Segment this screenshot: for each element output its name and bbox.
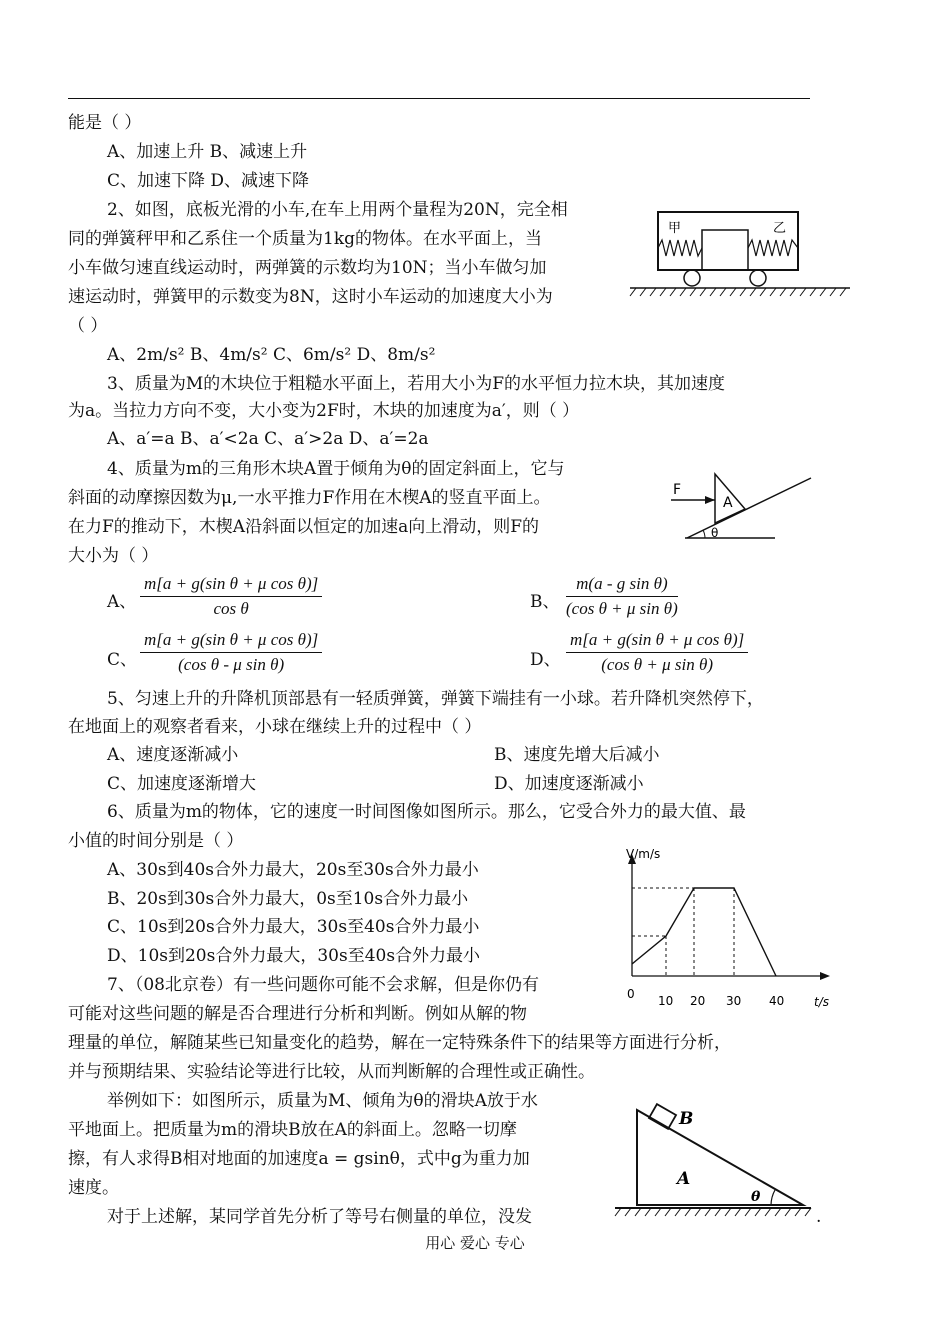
q3-text-2: 为a。当拉力方向不变，大小变为2F时，木块的加速度为a′，则（ ）: [68, 401, 580, 421]
q3-options: A、a′=a B、a′<2a C、a′>2a D、a′=2a: [107, 429, 429, 449]
q3-text-1: 3、质量为M的木块位于粗糙水平面上，若用大小为F的水平恒力拉木块，其加速度: [107, 374, 726, 394]
q4-text-1: 4、质量为m的三角形木块A置于倾角为θ的固定斜面上，它与: [107, 459, 565, 479]
tick-30: 30: [726, 994, 742, 1008]
q4-option-a-formula: [140, 574, 322, 619]
page-footer: 用心 爱心 专心: [425, 1234, 525, 1252]
q4-text-3: 在力F的推动下，木楔A沿斜面以恒定的加速a向上滑动，则F的: [68, 517, 540, 537]
q4-a-denominator: cos θ: [213, 599, 249, 618]
q6-option-b: B、20s到30s合外力最大，0s至10s合外力最小: [107, 889, 469, 909]
q5-option-d: D、加速度逐渐减小: [494, 774, 644, 794]
q6-option-d: D、10s到20s合外力最大，30s至40s合外力最小: [107, 946, 481, 966]
q4-option-c-label: C、: [107, 650, 138, 670]
origin-label: 0: [627, 987, 635, 1001]
q4-c-denominator: (cos θ - μ sin θ): [178, 655, 285, 674]
wedge-a-label: A: [723, 495, 733, 511]
q6-text-1: 6、质量为m的物体，它的速度一时间图像如图所示。那么，它受合外力的最大值、最: [107, 802, 746, 822]
angle-theta-label: θ: [711, 526, 719, 540]
q6-option-a: A、30s到40s合外力最大，20s至30s合外力最小: [107, 860, 479, 880]
q5-option-a: A、速度逐渐减小: [107, 745, 239, 765]
q6-option-c: C、10s到20s合外力最大，30s至40s合外力最小: [107, 917, 480, 937]
header-rule: [68, 98, 810, 99]
q2-text-2: 同的弹簧秤甲和乙系住一个质量为1kg的物体。在水平面上，当: [68, 229, 542, 249]
q7-text-2: 可能对这些问题的解是否合理进行分析和判断。例如从解的物: [68, 1004, 527, 1024]
q7-text-8: 速度。: [68, 1178, 119, 1198]
q7-text-3: 理量的单位，解随某些已知量变化的趋势，解在一定特殊条件下的结果等方面进行分析，: [68, 1033, 731, 1053]
spring-label-jia: 甲: [668, 221, 682, 236]
trailing-dot: .: [816, 1207, 822, 1227]
q7-text-1: 7、（08北京卷）有一些问题你可能不会求解，但是你仍有: [107, 975, 539, 995]
q4-option-b-formula: [566, 574, 678, 619]
q4-b-denominator: (cos θ + μ sin θ): [566, 599, 678, 618]
q4-a-numerator: m[a + g(sin θ + μ cos θ)]: [140, 574, 322, 597]
wedge-block-figure: [605, 1100, 825, 1222]
q2-options: A、2m/s² B、4m/s² C、6m/s² D、8m/s²: [107, 345, 436, 365]
q2-text-4: 速运动时，弹簧甲的示数变为8N，这时小车运动的加速度大小为: [68, 287, 553, 307]
q4-d-numerator: m[a + g(sin θ + μ cos θ)]: [566, 630, 748, 653]
tick-20: 20: [690, 994, 706, 1008]
spring-label-yi: 乙: [773, 221, 787, 236]
q6-text-2: 小值的时间分别是（ ）: [68, 831, 244, 851]
q4-d-denominator: (cos θ + μ sin θ): [601, 655, 714, 674]
q4-text-2: 斜面的动摩擦因数为μ,一水平推力F作用在木楔A的竖直平面上。: [68, 488, 551, 508]
q4-option-b-label: B、: [530, 592, 560, 612]
force-f-label: F: [673, 482, 682, 498]
q4-text-4: 大小为（ ）: [68, 546, 159, 566]
q7-text-7: 擦，有人求得B相对地面的加速度a = gsinθ，式中g为重力加: [68, 1149, 530, 1169]
q5-text-1: 5、匀速上升的升降机顶部悬有一轻质弹簧，弹簧下端挂有一小球。若升降机突然停下，: [107, 689, 764, 709]
t-axis-label: t/s: [814, 995, 829, 1009]
q5-text-2: 在地面上的观察者看来，小球在继续上升的过程中（ ）: [68, 717, 482, 737]
q4-option-c-formula: [140, 630, 322, 675]
q2-text-5: （ ）: [68, 316, 108, 336]
q7-text-9: 对于上述解，某同学首先分析了等号右侧量的单位，没发: [107, 1207, 532, 1227]
q1-options-cd: C、加速下降 D、减速下降: [107, 171, 310, 191]
q1-options-ab: A、加速上升 B、减速上升: [107, 142, 308, 162]
velocity-time-graph: [618, 846, 838, 1010]
q1-stem-end: 能是（ ）: [68, 113, 142, 133]
incline-wedge-figure: [665, 470, 815, 542]
wedge-a-label-7: A: [677, 1169, 691, 1189]
q5-option-c: C、加速度逐渐增大: [107, 774, 257, 794]
q4-c-numerator: m[a + g(sin θ + μ cos θ)]: [140, 630, 322, 653]
q7-text-4: 并与预期结果、实验结论等进行比较，从而判断解的合理性或正确性。: [68, 1062, 595, 1082]
tick-10: 10: [658, 994, 674, 1008]
q2-text-1: 2、如图，底板光滑的小车,在车上用两个量程为20N，完全相: [107, 200, 568, 220]
q2-text-3: 小车做匀速直线运动时，两弹簧的示数均为10N；当小车做匀加: [68, 258, 547, 278]
wedge-angle-label: θ: [751, 1189, 761, 1205]
block-b-label: B: [679, 1109, 694, 1129]
q7-text-5: 举例如下：如图所示，质量为M、倾角为θ的滑块A放于水: [107, 1091, 538, 1111]
q7-text-6: 平地面上。把质量为m的滑块B放在A的斜面上。忽略一切摩: [68, 1120, 517, 1140]
q4-b-numerator: m(a - g sin θ): [566, 574, 678, 597]
q5-option-b: B、速度先增大后减小: [494, 745, 660, 765]
tick-40: 40: [769, 994, 785, 1008]
cart-spring-figure: [628, 208, 853, 303]
q4-option-d-formula: [566, 630, 748, 675]
q4-option-a-label: A、: [107, 592, 137, 612]
q4-option-d-label: D、: [530, 650, 561, 670]
v-axis-label: V/m/s: [626, 847, 661, 861]
